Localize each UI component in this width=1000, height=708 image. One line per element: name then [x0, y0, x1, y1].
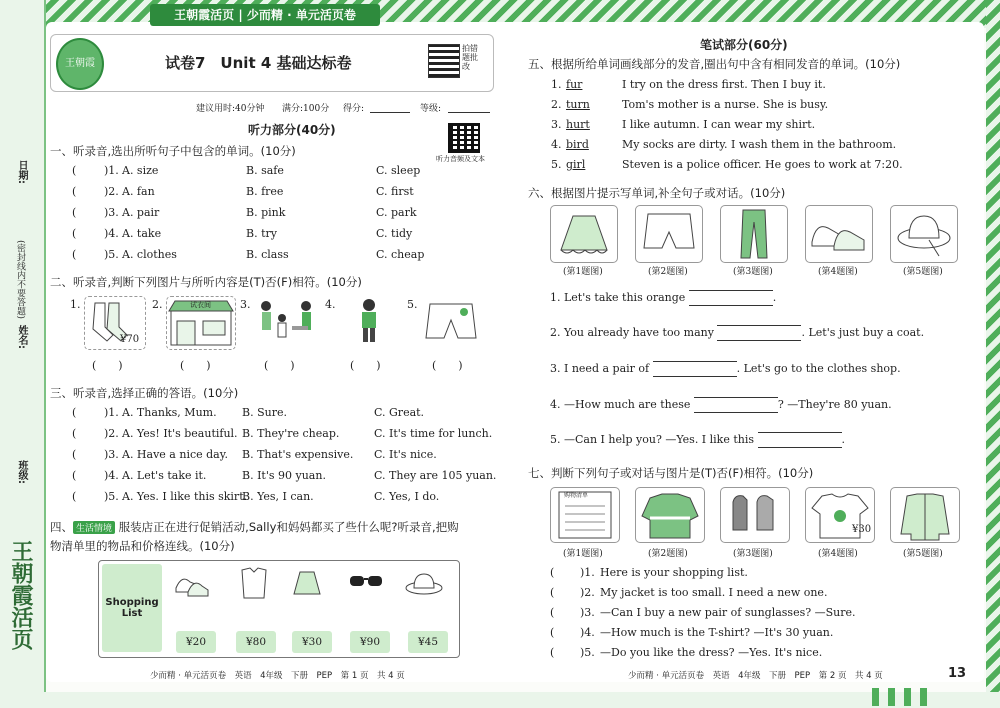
- sec7-caption: (第1题图): [563, 549, 603, 559]
- sec6-q4-text: 4. —How much are these: [550, 398, 691, 411]
- side-name-label: 姓名:: [16, 325, 27, 349]
- sec2-paren-2[interactable]: ( ): [180, 359, 211, 372]
- sec6-q1-blank[interactable]: [689, 290, 773, 306]
- sec6-q2: [550, 325, 924, 341]
- sec3-num: )4.: [104, 469, 119, 482]
- sunglasses-icon: [350, 576, 382, 586]
- sec6-q4-blank[interactable]: [694, 397, 778, 413]
- sec3-paren[interactable]: (: [72, 427, 77, 440]
- sec5-word: fur: [566, 78, 583, 91]
- sec3-option-a: A. Let's take it.: [122, 469, 207, 482]
- sec1-option-b: B. pink: [246, 206, 286, 219]
- footer-left: 少而精 · 单元活页卷 英语 4年级 下册 PEP 第 1 页 共 4 页: [150, 671, 405, 681]
- sec6-q5-text: 5. —Can I help you? —Yes. I like this: [550, 433, 755, 446]
- sec6-caption: (第5题图): [903, 267, 943, 277]
- sec5-sentence[interactable]: Tom's mother is a nurse. She is busy.: [622, 98, 829, 111]
- sec2-num-5: 5.: [407, 298, 418, 311]
- sec3-paren[interactable]: (: [72, 406, 77, 419]
- meta-grade: 等级:: [420, 104, 442, 114]
- sec7-title: 七、判断下列句子或对话与图片是(T)否(F)相符。(10分): [528, 466, 814, 480]
- sec1-option-a: A. take: [122, 227, 162, 240]
- sec1-option-b: B. safe: [246, 164, 284, 177]
- sec7-num: )1.: [580, 566, 595, 579]
- sec3-option-b: B. That's expensive.: [242, 448, 354, 461]
- sec3-option-c: C. Great.: [374, 406, 425, 419]
- side-seal-note: (密封线内不要答题): [15, 240, 25, 320]
- qr-note: 拍错题批改: [462, 44, 478, 71]
- sec5-word: girl: [566, 158, 586, 171]
- sec3-option-a: A. Thanks, Mum.: [122, 406, 217, 419]
- sec7-num: )4.: [580, 626, 595, 639]
- shopping-label-2: List: [121, 608, 143, 619]
- sec6-q3: [550, 361, 901, 377]
- sec7-text: —How much is the T-shirt? —It's 30 yuan.: [600, 626, 834, 639]
- sec6-caption: (第1题图): [563, 267, 603, 277]
- sec5-sentence[interactable]: My socks are dirty. I wash them in the bathroom.: [622, 138, 897, 151]
- sec1-option-c: C. cheap: [376, 248, 425, 261]
- meta-score: 满分:100分: [282, 104, 330, 114]
- shirt-icon: [242, 568, 266, 598]
- sec2-num-3: 3.: [240, 298, 251, 311]
- qr-code-icon[interactable]: [428, 44, 460, 78]
- sec3-option-b: B. They're cheap.: [242, 427, 340, 440]
- sec2-paren-3[interactable]: ( ): [264, 359, 295, 372]
- sec2-pic-5-shorts: [424, 296, 478, 348]
- grade-blank[interactable]: [448, 102, 490, 113]
- sec7-paren[interactable]: (: [550, 646, 555, 659]
- bottom-border: [0, 692, 1000, 708]
- sec4-title-line2: 物清单里的物品和价格连线。(10分): [50, 539, 235, 553]
- sec7-paren[interactable]: (: [550, 626, 555, 639]
- sec3-option-c: C. It's time for lunch.: [374, 427, 493, 440]
- sec6-q1: 1. Let's take this orange .: [550, 291, 777, 304]
- sec6-pic-5-hat: [890, 205, 958, 263]
- price-tag-5: ¥45: [408, 631, 448, 653]
- writing-title: 笔试部分(60分): [700, 38, 788, 52]
- audio-note: 听力音频及文本: [436, 155, 485, 163]
- sec1-option-a: A. clothes: [122, 248, 177, 261]
- sec1-option-c: C. first: [376, 185, 414, 198]
- sec7-num: )3.: [580, 606, 595, 619]
- sec6-q3-text: 3. I need a pair of: [550, 362, 650, 375]
- price-tag-1: ¥20: [176, 631, 216, 653]
- price-tag-4: ¥90: [350, 631, 390, 653]
- sec2-pic-4-person: [352, 296, 386, 348]
- sec3-option-a: A. Yes. I like this skirt.: [122, 490, 248, 503]
- sec7-num: )2.: [580, 586, 595, 599]
- sec5-num: 4.: [551, 138, 562, 151]
- sec1-option-b: B. try: [246, 227, 277, 240]
- shoes-icon: [176, 579, 208, 596]
- hat-icon: [406, 574, 442, 594]
- listening-title: 听力部分(40分): [248, 123, 336, 137]
- sec7-caption: (第3题图): [733, 549, 773, 559]
- sec3-paren[interactable]: (: [72, 448, 77, 461]
- sec7-text: Here is your shopping list.: [600, 566, 748, 579]
- sec6-q2-text: 2. You already have too many: [550, 326, 714, 339]
- gloves-icon: [721, 488, 789, 542]
- sec1-option-c: C. park: [376, 206, 417, 219]
- sec1-option-a: A. pair: [122, 206, 160, 219]
- sec3-option-c: C. Yes, I do.: [374, 490, 440, 503]
- sec6-pic-1-skirt: [550, 205, 618, 263]
- sec2-price-1: ¥70: [120, 334, 140, 345]
- sec1-num: )1.: [104, 164, 119, 177]
- price-tag-2: ¥80: [236, 631, 276, 653]
- sweater-icon: [636, 488, 704, 542]
- page-number: 13: [948, 666, 967, 681]
- audio-qr-icon[interactable]: [448, 123, 480, 153]
- sec5-num: 1.: [551, 78, 562, 91]
- sec7-pic-3-gloves: [720, 487, 790, 543]
- sec7-pic-5-jacket: [890, 487, 960, 543]
- sec7-pic-2-sweater: [635, 487, 705, 543]
- sec7-caption: (第2题图): [648, 549, 688, 559]
- sec5-sentence[interactable]: I like autumn. I can wear my shirt.: [622, 118, 816, 131]
- sec6-q4: [550, 397, 892, 413]
- shorts-icon: [424, 296, 478, 348]
- sec4-title-text: 服装店正在进行促销活动,Sally和妈妈都买了些什么呢?听录音,把购: [118, 520, 459, 534]
- brand-banner: 王朝霞活页 | 少而精 · 单元活页卷: [150, 4, 380, 26]
- sec6-q5: 5. —Can I help you? —Yes. I like this .: [550, 433, 846, 446]
- shorts-icon: [636, 206, 702, 262]
- meta-got: 得分:: [343, 104, 365, 114]
- sec2-pic-3-shopping: [256, 296, 320, 348]
- sec7-price-4: ¥30: [852, 524, 872, 535]
- sec7-text: —Do you like the dress? —Yes. It's nice.: [600, 646, 823, 659]
- shop-sign: 试衣间: [190, 301, 211, 309]
- sec3-option-b: B. It's 90 yuan.: [242, 469, 326, 482]
- sec2-title: 二、听录音,判断下列图片与所听内容是(T)否(F)相符。(10分): [50, 275, 362, 289]
- sec1-option-b: B. free: [246, 185, 284, 198]
- sec1-title: 一、听录音,选出所听句子中包含的单词。(10分): [50, 144, 296, 158]
- sec6-caption: (第2题图): [648, 267, 688, 277]
- sec1-option-a: A. fan: [122, 185, 155, 198]
- sec5-num: 3.: [551, 118, 562, 131]
- sec7-paren[interactable]: (: [550, 566, 555, 579]
- sec1-option-a: A. size: [122, 164, 159, 177]
- shopping-label-1: Shopping: [105, 597, 159, 608]
- sec6-caption: (第4题图): [818, 267, 858, 277]
- sec6-title: 六、根据图片提示写单词,补全句子或对话。(10分): [528, 186, 786, 200]
- logo-badge: 王朝霞: [56, 38, 104, 90]
- decorative-bars: [872, 688, 936, 708]
- sec1-paren[interactable]: (: [72, 248, 77, 261]
- sec6-q3-rest: . Let's go to the clothes shop.: [736, 362, 901, 375]
- price-tag-3: ¥30: [292, 631, 332, 653]
- sec1-num: )2.: [104, 185, 119, 198]
- sec5-num: 2.: [551, 98, 562, 111]
- sec3-paren[interactable]: (: [72, 490, 77, 503]
- sec7-paren[interactable]: (: [550, 606, 555, 619]
- sec3-option-a: A. Yes! It's beautiful.: [122, 427, 238, 440]
- people-icon: [256, 296, 320, 348]
- sec4-title-line1: [50, 519, 459, 535]
- meta-time: 建议用时:40分钟: [196, 104, 265, 114]
- side-class-label: 班级:: [16, 460, 27, 484]
- score-blank[interactable]: [370, 102, 410, 113]
- sec1-paren[interactable]: (: [72, 206, 77, 219]
- sec3-option-c: C. They are 105 yuan.: [374, 469, 497, 482]
- skirt-icon: [551, 206, 617, 262]
- sec1-option-b: B. class: [246, 248, 289, 261]
- sec1-paren[interactable]: (: [72, 185, 77, 198]
- sec2-num-1: 1.: [70, 298, 81, 311]
- sec5-word: bird: [566, 138, 589, 151]
- sec1-num: )3.: [104, 206, 119, 219]
- sec6-q4-rest: ? —They're 80 yuan.: [777, 398, 892, 411]
- sec7-paren[interactable]: (: [550, 586, 555, 599]
- sec2-num-4: 4.: [325, 298, 336, 311]
- skirt-icon: [294, 572, 320, 594]
- sec3-option-a: A. Have a nice day.: [122, 448, 228, 461]
- side-brand-logo: 王朝霞活页: [8, 540, 34, 650]
- sec6-pic-4-shoes: [805, 205, 873, 263]
- sec7-text: My jacket is too small. I need a new one.: [600, 586, 828, 599]
- sec2-paren-1[interactable]: ( ): [92, 359, 123, 372]
- sec3-num: )2.: [104, 427, 119, 440]
- sec3-option-b: B. Sure.: [242, 406, 287, 419]
- sec3-option-c: C. It's nice.: [374, 448, 437, 461]
- shopping-list-label: [102, 564, 162, 652]
- sec7-caption: (第5题图): [903, 549, 943, 559]
- sec7-text: —Can I buy a new pair of sunglasses? —Sure.: [600, 606, 856, 619]
- sec6-q5-blank[interactable]: [758, 432, 842, 448]
- sec3-num: )3.: [104, 448, 119, 461]
- sec5-sentence[interactable]: I try on the dress first. Then I buy it.: [622, 78, 826, 91]
- sec3-num: )1.: [104, 406, 119, 419]
- sec7-num: )5.: [580, 646, 595, 659]
- sec6-q2-rest: . Let's just buy a coat.: [801, 326, 925, 339]
- life-scene-tag: 生活情境: [73, 521, 115, 534]
- list-title: 购物清单: [564, 492, 589, 499]
- sec1-option-c: C. sleep: [376, 164, 421, 177]
- sec6-caption: (第3题图): [733, 267, 773, 277]
- sec6-q3-blank[interactable]: [653, 361, 737, 377]
- sec3-option-b: B. Yes, I can.: [242, 490, 314, 503]
- footer-right: 少而精 · 单元活页卷 英语 4年级 下册 PEP 第 2 页 共 4 页: [628, 671, 883, 681]
- sec5-num: 5.: [551, 158, 562, 171]
- pants-icon: [721, 206, 787, 262]
- sec3-title: 三、听录音,选择正确的答语。(10分): [50, 386, 239, 400]
- sec2-paren-4[interactable]: ( ): [350, 359, 381, 372]
- sec2-paren-5[interactable]: ( ): [432, 359, 463, 372]
- right-border: [986, 0, 1000, 708]
- jacket-icon: [891, 488, 959, 542]
- sec6-pic-3-pants: [720, 205, 788, 263]
- sec6-q1-text: 1. Let's take this orange: [550, 291, 686, 304]
- sec1-option-c: C. tidy: [376, 227, 413, 240]
- person-icon: [352, 296, 386, 348]
- sec5-word: turn: [566, 98, 590, 111]
- sec5-word: hurt: [566, 118, 590, 131]
- sec7-caption: (第4题图): [818, 549, 858, 559]
- sec3-num: )5.: [104, 490, 119, 503]
- sec4-prefix: 四、: [50, 520, 73, 534]
- shopping-items: [172, 566, 454, 602]
- sec3-paren[interactable]: (: [72, 469, 77, 482]
- sneakers-icon: [806, 206, 872, 262]
- sec2-num-2: 2.: [152, 298, 163, 311]
- sec5-sentence[interactable]: Steven is a police officer. He goes to work at 7:20.: [622, 158, 903, 171]
- sec1-num: )5.: [104, 248, 119, 261]
- page-title: 试卷7 Unit 4 基础达标卷: [165, 54, 352, 72]
- hat-icon: [891, 206, 957, 262]
- sec6-q2-blank[interactable]: [717, 325, 801, 341]
- sec1-paren[interactable]: (: [72, 164, 77, 177]
- sec5-title: 五、根据所给单词画线部分的发音,圈出句中含有相同发音的单词。(10分): [528, 57, 901, 71]
- sec1-paren[interactable]: (: [72, 227, 77, 240]
- side-date-label: 日期:: [16, 160, 27, 184]
- sec1-num: )4.: [104, 227, 119, 240]
- sec6-pic-2-shorts: [635, 205, 703, 263]
